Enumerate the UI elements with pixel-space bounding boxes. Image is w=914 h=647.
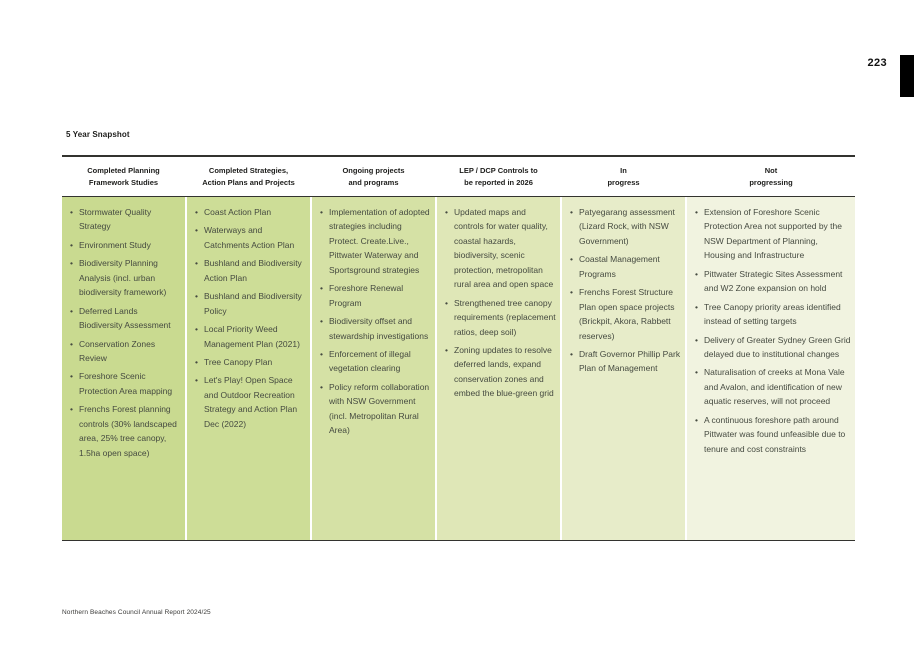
- page-number: 223: [867, 57, 887, 69]
- list-item: • Tree Canopy priority areas identified instead of setting targets: [694, 300, 851, 329]
- list-item: • Environment Study: [69, 238, 181, 252]
- list-item: • Biodiversity Planning Analysis (incl. urban biodiversity framework): [69, 256, 181, 299]
- list-item: • Foreshore Scenic Protection Area mapping: [69, 369, 181, 398]
- list-item: • Naturalisation of creeks at Mona Vale and Avalon, and identification of new aquatic reserves, will not proceed: [694, 365, 851, 408]
- list-item: • Coastal Management Programs: [569, 252, 681, 281]
- column-cell-in-progress: [562, 197, 685, 540]
- list-item: • Policy reform collaboration with NSW Government (incl. Metropolitan Rural Area): [319, 380, 431, 438]
- column-header-ongoing-projects-and-programs: Ongoing projects and programs: [342, 166, 405, 187]
- column-header-lep-dcp-controls-2026: LEP / DCP Controls to be reported in 2026: [459, 166, 538, 187]
- list-item: • Updated maps and controls for water quality, coastal hazards, biodiversity, scenic protection, metropolitan rural area and open space: [444, 205, 556, 292]
- list-item: • Strengthened tree canopy requirements (replacement ratios, deep soil): [444, 296, 556, 339]
- table-body-row: [62, 197, 855, 541]
- snapshot-table: [62, 155, 855, 541]
- list-item: • Conservation Zones Review: [69, 337, 181, 366]
- list-item: • Patyegarang assessment (Lizard Rock, with NSW Government): [569, 205, 681, 248]
- list-item: • Let's Play! Open Space and Outdoor Recreation Strategy and Action Plan Dec (2022): [194, 373, 306, 431]
- bullet-list: [569, 205, 681, 376]
- column-cell-ongoing-projects-and-programs: [312, 197, 435, 540]
- column-header-completed-strategies-action-plans-and-projects: Completed Strategies, Action Plans and Projects: [202, 166, 295, 187]
- list-item: • Stormwater Quality Strategy: [69, 205, 181, 234]
- page-title: 5 Year Snapshot: [66, 130, 130, 139]
- list-item: • Extension of Foreshore Scenic Protection Area not supported by the NSW Department of Planning, Housing and Infrastructure: [694, 205, 851, 263]
- list-item: • Draft Governor Phillip Park Plan of Management: [569, 347, 681, 376]
- list-item: • Delivery of Greater Sydney Green Grid delayed due to institutional changes: [694, 333, 851, 362]
- list-item: • Biodiversity offset and stewardship investigations: [319, 314, 431, 343]
- column-header-in-progress: In progress: [607, 166, 640, 187]
- list-item: • Frenchs Forest Structure Plan open space projects (Brickpit, Akora, Rabbett reserves): [569, 285, 681, 343]
- bullet-list: [694, 205, 851, 456]
- bullet-list: [444, 205, 556, 401]
- page-corner-tab: [900, 55, 914, 97]
- list-item: • Deferred Lands Biodiversity Assessment: [69, 304, 181, 333]
- list-item: • Frenchs Forest planning controls (30% landscaped area, 25% tree canopy, 1.5ha open space): [69, 402, 181, 460]
- report-footer: Northern Beaches Council Annual Report 2024/25: [62, 609, 211, 616]
- list-item: • Implementation of adopted strategies including Protect. Create.Live., Pittwater Waterway and Sportsground strategies: [319, 205, 431, 277]
- list-item: • Foreshore Renewal Program: [319, 281, 431, 310]
- list-item: • Enforcement of illegal vegetation clearing: [319, 347, 431, 376]
- list-item: • Tree Canopy Plan: [194, 355, 306, 369]
- column-cell-lep-dcp-controls-2026: [437, 197, 560, 540]
- list-item: • Bushland and Biodiversity Action Plan: [194, 256, 306, 285]
- list-item: • A continuous foreshore path around Pittwater was found unfeasible due to tenure and cost constraints: [694, 413, 851, 456]
- list-item: • Coast Action Plan: [194, 205, 306, 219]
- bullet-list: [319, 205, 431, 438]
- column-cell-completed-planning-framework-studies: [62, 197, 185, 540]
- bullet-list: [69, 205, 181, 460]
- bullet-list: [194, 205, 306, 431]
- list-item: • Waterways and Catchments Action Plan: [194, 223, 306, 252]
- list-item: • Zoning updates to resolve deferred lands, expand conservation zones and embed the blue-green grid: [444, 343, 556, 401]
- column-header-not-progressing: Not progressing: [749, 166, 793, 187]
- column-cell-completed-strategies-action-plans-and-projects: [187, 197, 310, 540]
- table-header-row: [62, 155, 855, 197]
- list-item: • Bushland and Biodiversity Policy: [194, 289, 306, 318]
- column-cell-not-progressing: [687, 197, 855, 540]
- list-item: • Pittwater Strategic Sites Assessment and W2 Zone expansion on hold: [694, 267, 851, 296]
- column-header-completed-planning-framework-studies: Completed Planning Framework Studies: [87, 166, 160, 187]
- list-item: • Local Priority Weed Management Plan (2021): [194, 322, 306, 351]
